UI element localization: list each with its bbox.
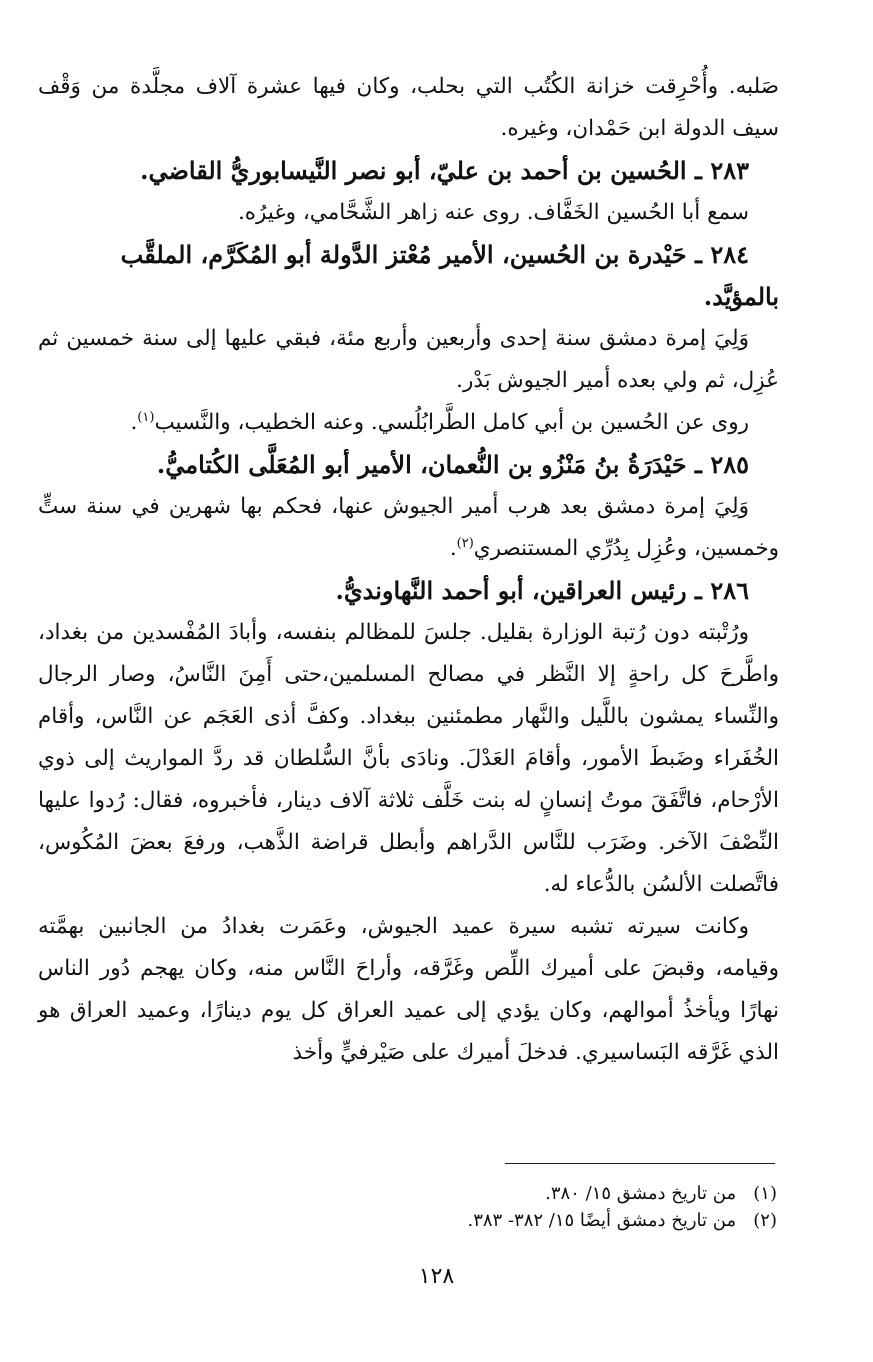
footnote-1-text: من تاريخ دمشق ١٥/ ٣٨٠. [545, 1183, 737, 1204]
footnote-1-number: (١) [753, 1183, 777, 1204]
entry-285-heading: ٢٨٥ ـ حَيْدَرَةُ بنُ مَنْزُو بن النُّعمان، الأمير أبو المُعَلَّى الكُتاميُّ. [156, 450, 749, 479]
entry-284-text-2 [38, 402, 779, 444]
footnote-ref-2: (٢) [456, 535, 474, 551]
entry-284-text-2-main: روى عن الحُسين بن أبي كامل الطَّرابُلُسي. وعنه الخطيب، والنَّسيب [154, 410, 749, 435]
footnote-ref-1: (١) [137, 409, 155, 425]
paragraph-1: صَلبه. وأُحْرِقت خزانة الكُتُب التي بحلب، وكان فيها عشرة آلاف مجلَّدة من وَقْف سيف الدولة ابن حَمْدان، وغيره. [38, 74, 779, 141]
footnote-divider [505, 1163, 775, 1164]
entry-285-text-main: وَلِيَ إمرة دمشق بعد هرب أمير الجيوش عنها، فحكم بها شهرين في سنة ستٍّ وخمسين، وعُزِل بِدُرِّي المستنصري [38, 494, 779, 561]
entry-283-heading: ٢٨٣ ـ الحُسين بن أحمد بن عليّ، أبو نصر النَّيسابوريُّ القاضي. [140, 156, 749, 185]
entry-284-heading: ٢٨٤ ـ حَيْدرة بن الحُسين، الأمير مُعْتز الدَّولة أبو المُكَرَّم، الملقَّب بالمؤيَّد. [120, 240, 779, 311]
footnotes [97, 1180, 777, 1234]
entry-286-text-2: وكانت سيرته تشبه سيرة عميد الجيوش، وعَمَرت بغدادُ من الجانبين بهمَّته وقيامه، وقبضَ على أميرك اللِّص وغَرَّقه، وأراحَ النَّاس منه، وكان يهجم دُور الناس نهارًا ويأخذُ أموالهم، وكان يؤدي إلى عميد العراق كل يوم دينارًا، وعميد العراق هو الذي غَرَّقه البَساسيري. فدخلَ أميرك على صَيْرفيٍّ وأخذ [38, 914, 779, 1065]
footnote-2-text: من تاريخ دمشق أيضًا ١٥/ ٣٨٢- ٣٨٣. [467, 1210, 737, 1231]
footnote-1 [97, 1180, 777, 1207]
entry-283-text: سمع أبا الحُسين الخَفَّاف. روى عنه زاهر الشَّحَّامي، وغيرُه. [237, 200, 749, 225]
entry-284-text-2-end: . [130, 410, 138, 435]
footnote-2 [97, 1207, 777, 1234]
entry-285-text [38, 486, 779, 570]
entry-284-text-1: وَلِيَ إمرة دمشق سنة إحدى وأربعين وأربع مئة، فبقي عليها إلى سنة خمسين ثم عُزِل، ثم ولي بعده أمير الجيوش بَدْر. [38, 326, 779, 393]
main-text [38, 66, 779, 1074]
page-number: ١٢٨ [418, 1264, 455, 1289]
entry-286-heading: ٢٨٦ ـ رئيس العراقين، أبو أحمد النَّهاونديُّ. [335, 576, 749, 605]
footnote-2-number: (٢) [753, 1210, 777, 1231]
entry-286-text-1: ورُتْبته دون رُتبة الوزارة بقليل. جلسَ للمظالم بنفسه، وأبادَ المُفْسدين من بغداد، واطَّرحَ كل راحةٍ إلا النَّظر في مصالح المسلمين،حتى أَمِنَ النَّاسُ، وصار الرجال والنِّساء يمشون باللَّيل والنَّهار مطمئنين ببغداد. وكفَّ أذى العَجَم عن النَّاس، وأقام الخُفَراء وضَبطَ الأمور، وأقامَ العَدْلَ. ونادَى بأنَّ السُّلطان قد ردَّ المواريث إلى ذوي الأرْحام، فاتَّفَقَ موتُ إنسانٍ له بنت خَلَّف ثلاثة آلاف دينار، فأخبروه، فقال: رُدوا عليها النِّصْفَ الآخر. وضَرَب للنَّاس الدَّراهم وأبطل قراضة الذَّهب، ورفعَ بعضَ المُكُوس، فاتَّصلت الألسُن بالدُّعاء له. [38, 620, 779, 897]
entry-285-text-end: . [449, 536, 457, 561]
